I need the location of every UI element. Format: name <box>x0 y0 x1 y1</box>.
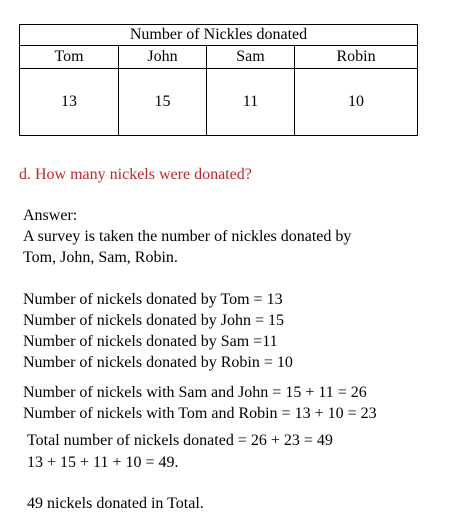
column-header-tom: Tom <box>20 46 119 69</box>
answer-intro-line-1: A survey is taken the number of nickles donated by <box>23 228 352 245</box>
cell-tom: 13 <box>20 69 119 136</box>
donated-robin-line: Number of nickels donated by Robin = 10 <box>23 354 293 371</box>
column-header-john: John <box>119 46 207 69</box>
sam-john-sum-line: Number of nickels with Sam and John = 15 + 11 = 26 <box>23 384 367 401</box>
total-line-2: 13 + 15 + 11 + 10 = 49. <box>27 454 179 471</box>
donated-john-line: Number of nickels donated by John = 15 <box>23 312 284 329</box>
conclusion-line: 49 nickels donated in Total. <box>27 495 204 512</box>
table-title: Number of Nickles donated <box>20 25 418 46</box>
donated-sam-line: Number of nickels donated by Sam =11 <box>23 333 278 350</box>
column-header-robin: Robin <box>295 46 418 69</box>
answer-label: Answer: <box>23 207 78 224</box>
answer-intro-line-2: Tom, John, Sam, Robin. <box>23 249 178 266</box>
cell-john: 15 <box>119 69 207 136</box>
question-text: d. How many nickels were donated? <box>19 166 252 183</box>
tom-robin-sum-line: Number of nickels with Tom and Robin = 13 + 10 = 23 <box>23 405 377 422</box>
cell-robin: 10 <box>295 69 418 136</box>
cell-sam: 11 <box>207 69 295 136</box>
nickels-table <box>19 24 418 136</box>
total-line-1: Total number of nickels donated = 26 + 23 = 49 <box>27 432 333 449</box>
column-header-sam: Sam <box>207 46 295 69</box>
donated-tom-line: Number of nickels donated by Tom = 13 <box>23 291 283 308</box>
